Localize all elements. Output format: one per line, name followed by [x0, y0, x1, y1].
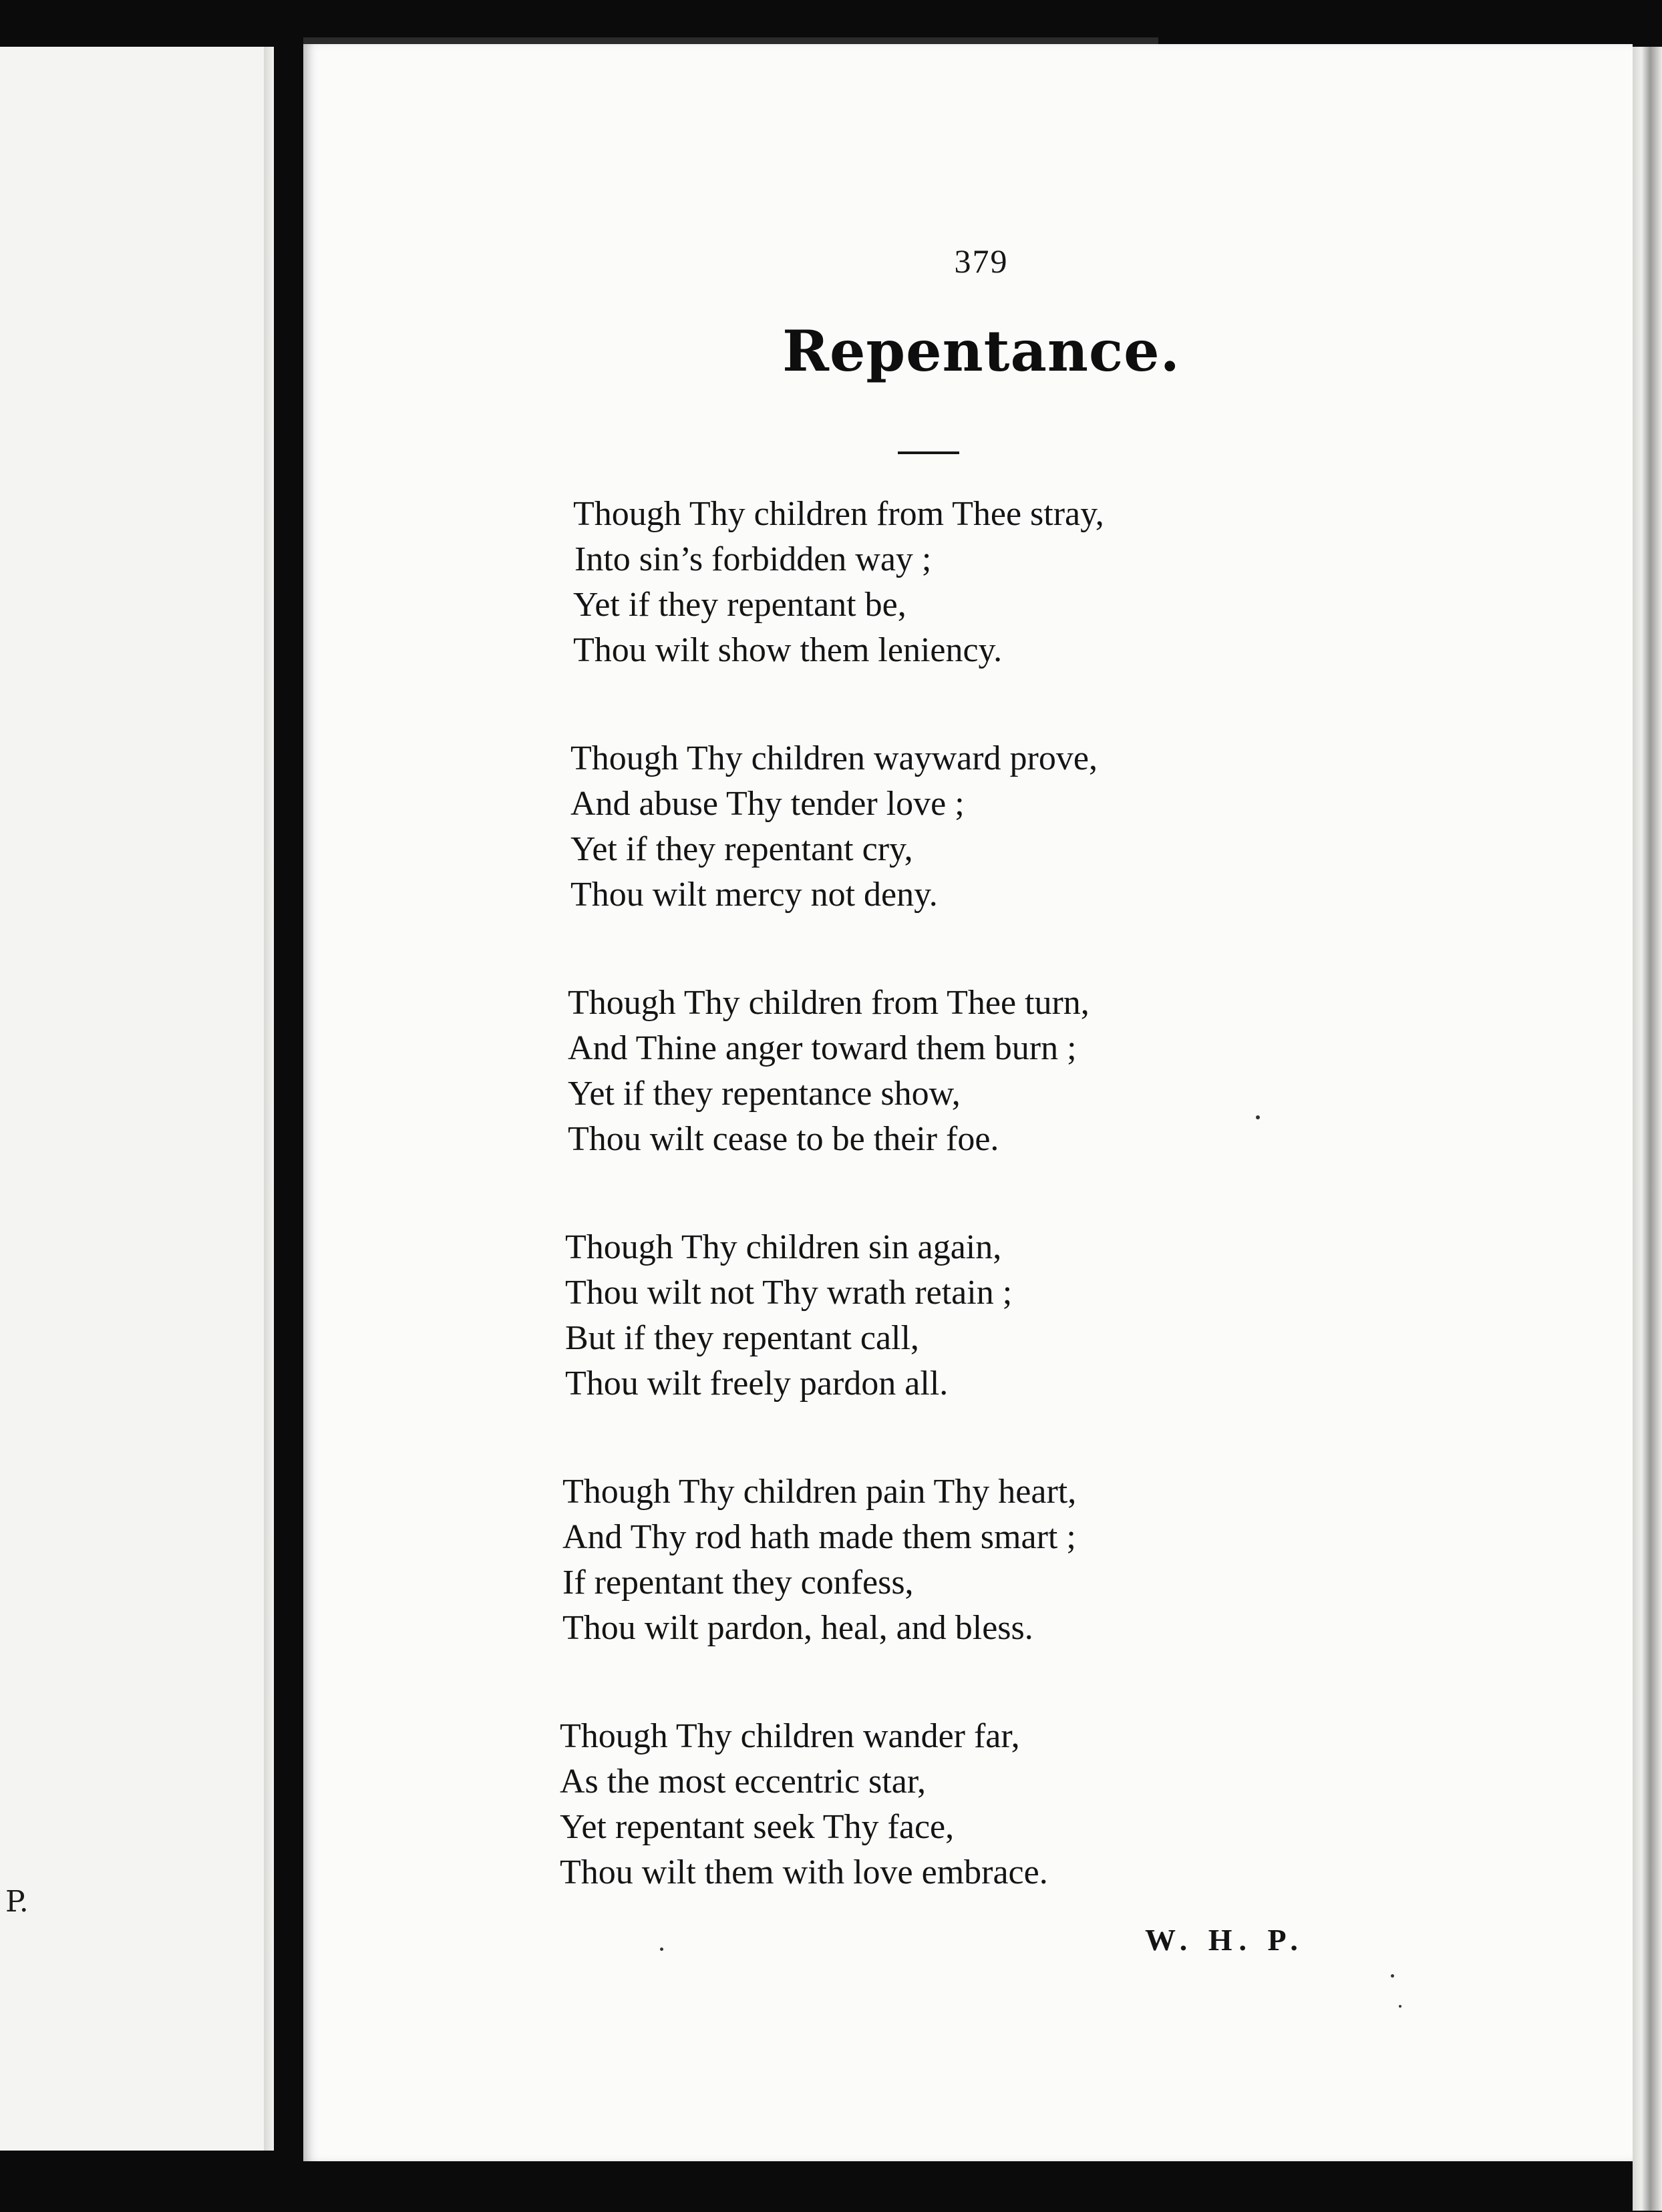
poem-line: And Thy rod hath made them smart ; [562, 1518, 1076, 1556]
stanza [560, 1714, 1575, 1895]
poem-line: Though Thy children wayward prove, [570, 739, 1098, 777]
poem-line: Though Thy children wander far, [560, 1717, 1020, 1755]
poem-line: Thou wilt not Thy wrath retain ; [565, 1274, 1013, 1312]
print-speck [1256, 1115, 1260, 1119]
poem-line: Thou wilt them with love embrace. [560, 1853, 1048, 1891]
poem-line: Yet if they repentant cry, [570, 830, 913, 868]
poem-line: Though Thy children pain Thy heart, [562, 1473, 1077, 1511]
page-number: 379 [954, 242, 1009, 280]
print-speck [1399, 2005, 1401, 2008]
poem-body [560, 492, 1575, 1895]
stanza [565, 1225, 1575, 1407]
poem-line: As the most eccentric star, [560, 1763, 927, 1801]
print-speck [660, 1948, 663, 1951]
poem-line: Thou wilt freely pardon all. [565, 1364, 949, 1403]
poem-line: If repentant they confess, [562, 1563, 914, 1602]
poem-page [303, 44, 1633, 2161]
poem-title: Repentance. [782, 318, 1180, 384]
poem-line: Yet repentant seek Thy face, [560, 1808, 955, 1846]
poem-line: Yet if they repentance show, [568, 1075, 961, 1113]
poem-line: And abuse Thy tender love ; [570, 785, 965, 823]
stanza [562, 1469, 1575, 1651]
stanza [568, 980, 1575, 1162]
poem-attribution: W. H. P. [1145, 1923, 1305, 1957]
title-divider [898, 451, 959, 454]
poem-line: Thou wilt show them leniency. [573, 631, 1003, 669]
poem-line: But if they repentant call, [565, 1319, 919, 1357]
poem-line: Thou wilt pardon, heal, and bless. [562, 1609, 1033, 1647]
facing-page-text-fragment: P. [5, 1885, 29, 1919]
poem-line: Though Thy children from Thee turn, [568, 984, 1090, 1022]
poem-line: Thou wilt cease to be their foe. [568, 1120, 999, 1158]
page-stack-edge [1633, 47, 1662, 2211]
poem-line: Though Thy children sin again, [565, 1228, 1002, 1266]
facing-page-edge [264, 47, 273, 2151]
stanza [573, 492, 1575, 673]
poem-line: Thou wilt mercy not deny. [570, 876, 938, 914]
print-speck [1391, 1974, 1394, 1978]
book-gutter [274, 47, 303, 2184]
facing-page [0, 47, 274, 2151]
poem-line: Into sin’s forbidden way ; [574, 540, 932, 578]
stanza [570, 736, 1575, 918]
poem-line: Yet if they repentant be, [573, 586, 906, 624]
poem-line: Though Thy children from Thee stray, [573, 495, 1104, 533]
scan-shadow-band [303, 37, 1158, 44]
poem-line: And Thine anger toward them burn ; [568, 1029, 1077, 1067]
